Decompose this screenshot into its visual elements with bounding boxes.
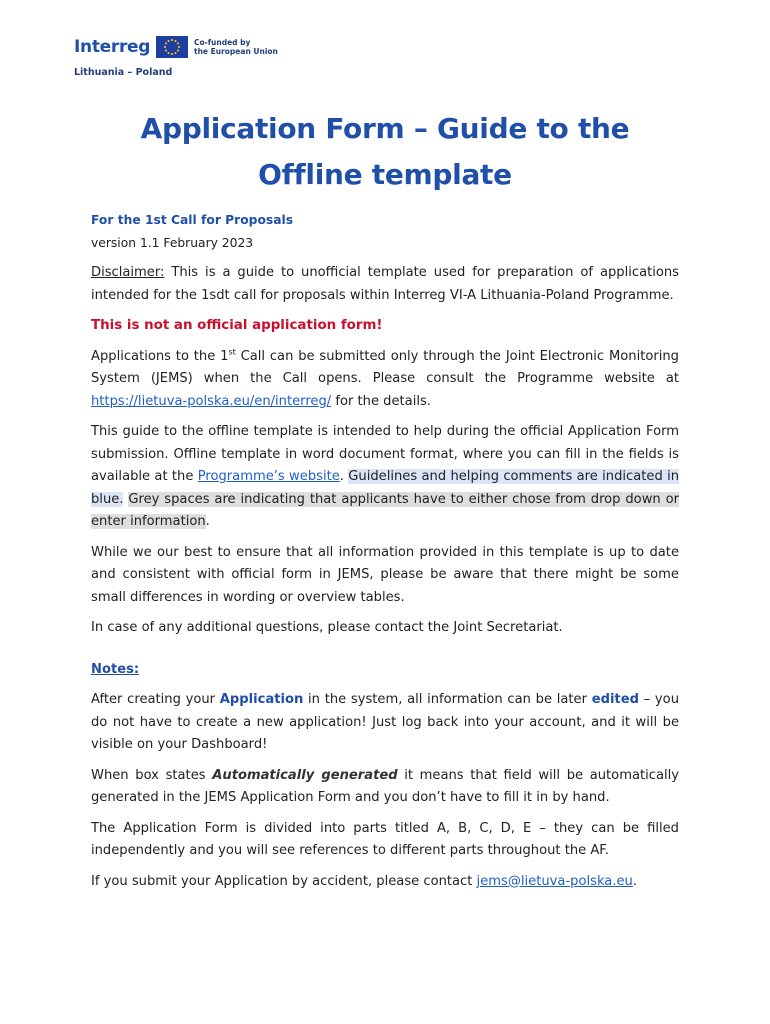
note-parts-paragraph: The Application Form is divided into parts titled A, B, C, D, E – they can be filled independently and you will see references to different parts throughout the AF. xyxy=(91,820,679,858)
document-body xyxy=(91,209,679,893)
title-line2: Offline template xyxy=(258,158,512,191)
grey-highlight-text: Grey spaces are indicating that applicants have to either chose from drop down or enter information xyxy=(91,491,679,529)
eu-cofunding-logo xyxy=(156,36,278,58)
note1-application-term: Application xyxy=(219,692,304,707)
applications-paragraph xyxy=(91,346,679,414)
guide-text-2: . xyxy=(339,469,349,484)
notes-heading: Notes: xyxy=(91,661,140,677)
note1-text-a: After creating your xyxy=(91,692,220,707)
note-contact-paragraph xyxy=(91,871,679,894)
programme-region-label: Lithuania – Poland xyxy=(74,67,173,78)
disclaimer-label: Disclaimer: xyxy=(91,265,165,280)
interreg-logo-text: Interreg xyxy=(74,37,151,57)
guide-text-4: . xyxy=(205,514,210,529)
guide-paragraph xyxy=(91,421,679,534)
programme-website-link[interactable]: Programme’s website xyxy=(197,469,340,484)
interreg-logo xyxy=(74,36,150,58)
consistency-paragraph: While we our best to ensure that all information provided in this template is up to date and consistent with official form in JEMS, please be aware that there might be some small differences in wording or overview tables. xyxy=(91,544,679,605)
version-line: version 1.1 February 2023 xyxy=(91,235,254,250)
programme-website-url-link[interactable]: https://lietuva-polska.eu/en/interreg/ xyxy=(91,393,332,409)
note1-edited-term: edited xyxy=(591,692,639,707)
document-title xyxy=(85,106,685,198)
eu-text-line2: the European Union xyxy=(194,47,278,56)
blue-highlight-text: Guidelines and helping comments are indicated in blue. xyxy=(91,469,680,507)
note-edit-paragraph xyxy=(91,689,679,757)
note2-text-a: When box states xyxy=(91,767,213,783)
eu-flag-icon xyxy=(156,36,188,58)
note1-text-c: in the system, all information can be later xyxy=(303,692,592,707)
disclaimer-text: This is a guide to unofficial template used for preparation of applications intended for the 1sdt call for proposals within Interreg VI-A Lithuania-Poland Programme. xyxy=(91,265,679,303)
applications-superscript: st xyxy=(228,347,236,357)
disclaimer-paragraph xyxy=(91,262,679,307)
applications-text-1: Applications to the 1 xyxy=(91,348,229,364)
not-official-warning: This is not an official application form! xyxy=(91,318,383,333)
note4-text-a: If you submit your Application by accident, please contact xyxy=(91,873,477,889)
contact-paragraph: In case of any additional questions, please contact the Joint Secretariat. xyxy=(91,620,563,635)
guide-text-1: This guide to the offline template is intended to help during the official Application Form submission. Offline template in word document format, where you can fill in the fields is available at the xyxy=(91,424,679,484)
eu-cofunding-text xyxy=(194,38,278,56)
note2-text-c: it means that field will be automatically generated in the JEMS Application Form and you don’t have to fill it in by hand. xyxy=(91,767,679,805)
note1-text-e: – you do not have to create a new application! Just log back into your account, and it will be visible on your Dashboard! xyxy=(91,692,679,752)
title-line1: Application Form – Guide to the xyxy=(140,112,630,145)
note-autogenerated-paragraph xyxy=(91,765,679,810)
jems-email-link[interactable]: jems@lietuva-polska.eu xyxy=(476,873,633,889)
applications-text-2: Call can be submitted only through the Joint Electronic Monitoring System (JEMS) when the Call opens. Please consult the Programme website at xyxy=(91,348,679,386)
note2-auto-term: Automatically generated xyxy=(212,767,398,783)
call-subtitle: For the 1st Call for Proposals xyxy=(91,213,294,227)
note4-text-b: . xyxy=(632,873,638,889)
applications-text-3: for the details. xyxy=(331,393,431,409)
eu-text-line1: Co-funded by xyxy=(194,38,251,47)
